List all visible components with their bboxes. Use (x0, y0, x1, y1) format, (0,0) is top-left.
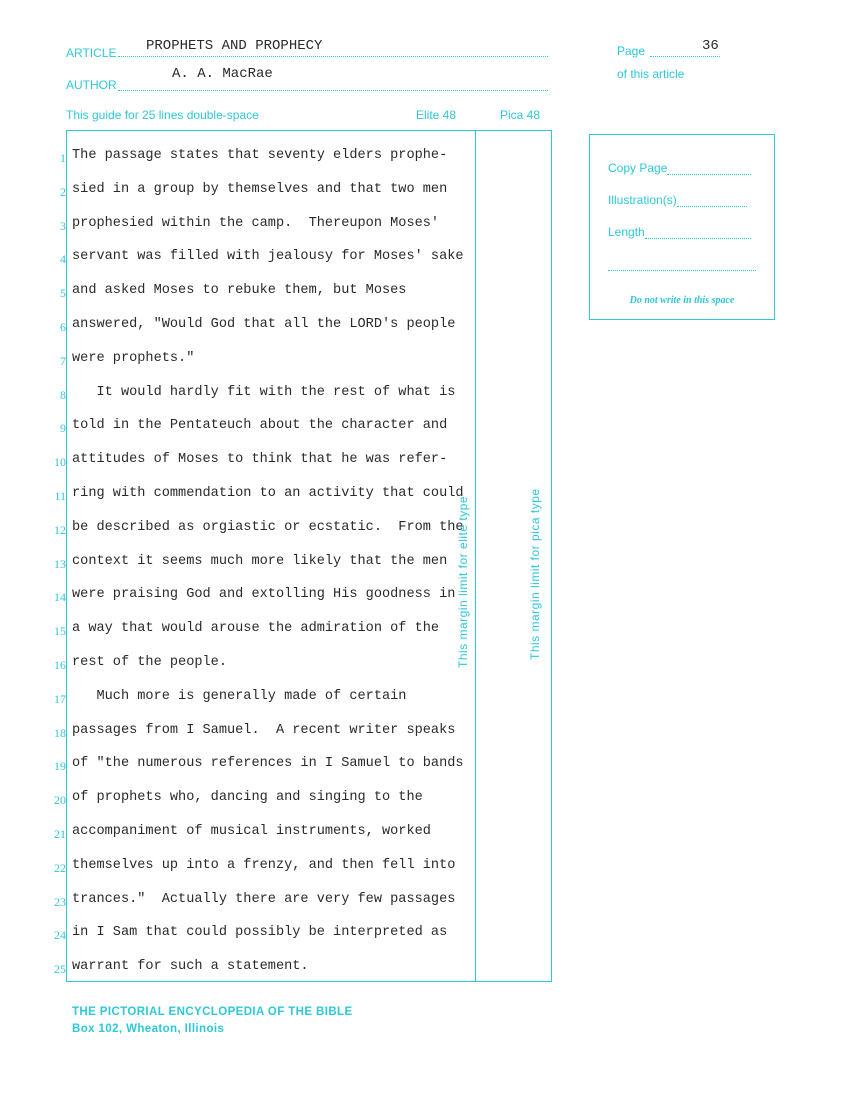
line-number: 10 (54, 455, 66, 470)
typed-line: The passage states that seventy elders prophe- (72, 148, 448, 163)
typed-line: of "the numerous references in I Samuel to bands (72, 756, 464, 772)
line-number: 15 (54, 624, 66, 639)
line-number: 22 (54, 860, 66, 875)
illustrations-row (608, 193, 758, 207)
typed-line: passages from I Samuel. A recent writer speaks (72, 722, 456, 738)
line-number: 7 (60, 353, 66, 368)
blank-row (608, 257, 758, 271)
line-number: 19 (54, 759, 66, 774)
copy-info-box (589, 134, 775, 320)
line-number: 20 (54, 793, 66, 808)
typed-line: answered, "Would God that all the LORD's people (72, 317, 456, 332)
author-line (118, 90, 548, 91)
pica-label: Pica 48 (500, 108, 541, 122)
typed-line: in I Sam that could possibly be interpreted as (72, 925, 448, 941)
line-number: 21 (54, 827, 66, 841)
article-title: PROPHETS AND PROPHECY (146, 38, 323, 54)
line-number: 1 (60, 151, 66, 165)
typed-line: and asked Moses to rebuke them, but Moses (72, 283, 407, 299)
line-number: 3 (60, 218, 66, 233)
guide-label: This guide for 25 lines double-space (66, 108, 259, 122)
copy-box-note: Do not write in this space (629, 295, 735, 306)
typed-line: prophesied within the camp. Thereupon Moses' (72, 215, 440, 231)
typed-line: servant was filled with jealousy for Moses' sake (72, 249, 464, 265)
author-label: AUTHOR (66, 78, 117, 92)
line-number: 25 (54, 962, 66, 977)
line-number: 5 (60, 286, 66, 301)
typed-line: trances." Actually there are very few passages (72, 891, 456, 907)
typed-line: were praising God and extolling His goodness in (72, 587, 456, 603)
typed-line: told in the Pentateuch about the character and (72, 418, 448, 434)
line-number: 16 (54, 658, 66, 672)
line-number: 9 (60, 421, 66, 436)
page-label: Page (617, 44, 646, 58)
typed-line: themselves up into a frenzy, and then fell into (72, 857, 456, 873)
line-number: 14 (54, 590, 66, 605)
length-label: Length (608, 225, 645, 239)
line-number: 24 (54, 928, 66, 943)
typed-line: accompaniment of musical instruments, worked (72, 824, 431, 839)
typed-line: context it seems much more likely that the men (72, 553, 448, 569)
publisher-name: THE PICTORIAL ENCYCLOPEDIA OF THE BIBLE (72, 1006, 353, 1018)
typed-line: be described as orgiastic or ecstatic. From the (72, 519, 464, 535)
publisher-address: Box 102, Wheaton, Illinois (72, 1023, 225, 1035)
typed-line: rest of the people. (72, 655, 227, 670)
page-number: 36 (702, 38, 719, 54)
page-line (650, 56, 720, 57)
of-article-label: of this article (617, 67, 685, 81)
line-number: 2 (60, 184, 66, 199)
elite-label: Elite 48 (416, 108, 457, 122)
copy-page-row (608, 161, 758, 175)
elite-margin-note: This margin limit for elite type (456, 495, 470, 668)
length-row (608, 225, 758, 239)
typed-line: Much more is generally made of certain (72, 688, 407, 704)
typed-line: It would hardly fit with the rest of what is (72, 384, 456, 400)
article-title-line (118, 56, 548, 57)
line-number: 17 (54, 691, 66, 706)
line-number: 11 (54, 489, 66, 503)
line-number: 12 (54, 522, 66, 537)
pica-margin-note: This margin limit for pica type (528, 488, 542, 660)
typed-line: were prophets." (72, 350, 195, 366)
typed-line: ring with commendation to an activity that could (72, 486, 464, 501)
typed-line: a way that would arouse the admiration of the (72, 621, 440, 637)
article-label: ARTICLE (66, 46, 117, 60)
line-number: 8 (60, 387, 66, 402)
illustrations-label: Illustration(s) (608, 193, 677, 207)
typed-line: of prophets who, dancing and singing to the (72, 790, 423, 806)
line-number: 23 (54, 894, 66, 909)
line-number: 6 (60, 320, 66, 334)
typed-line: attitudes of Moses to think that he was refer- (72, 452, 448, 468)
typed-line: sied in a group by themselves and that two men (72, 181, 448, 197)
line-number: 4 (60, 252, 66, 267)
typed-line: warrant for such a statement. (72, 959, 309, 975)
line-number: 18 (54, 725, 66, 740)
author-name: A. A. MacRae (172, 66, 273, 82)
line-number: 13 (54, 556, 66, 571)
copy-page-label: Copy Page (608, 161, 668, 175)
